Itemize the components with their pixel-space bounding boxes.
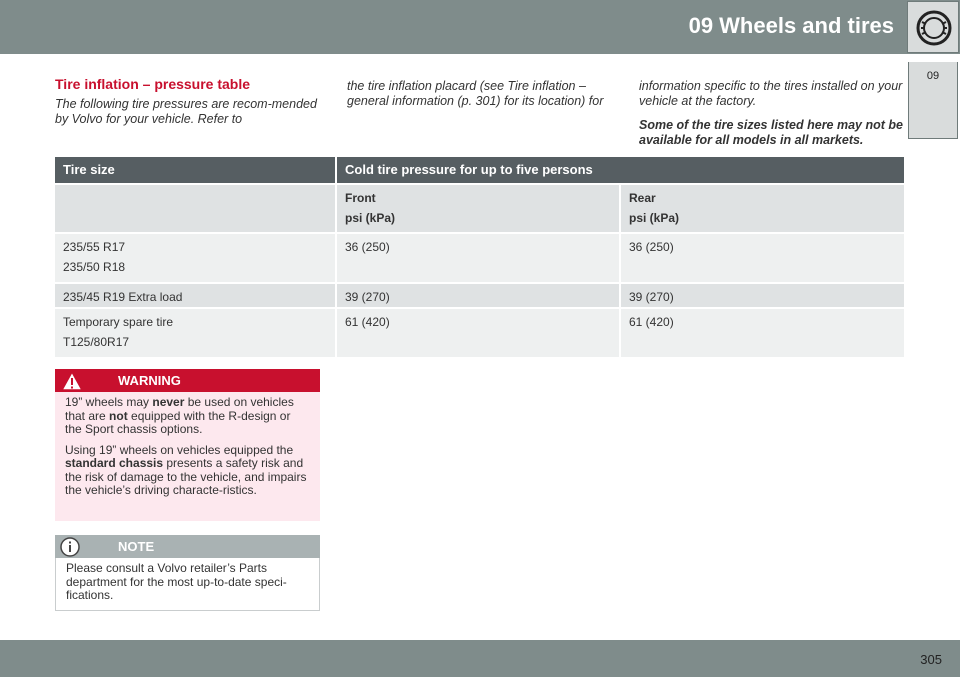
cell-tire-size: [55, 309, 335, 357]
warning-box: [55, 369, 320, 521]
note-label: NOTE: [118, 539, 155, 554]
table-row: [55, 284, 904, 307]
info-icon: [59, 536, 81, 558]
warning-emphasis-never: never: [152, 395, 185, 409]
cell-rear-pressure: 39 (270): [621, 284, 904, 307]
tire-pressure-table: [55, 157, 904, 357]
warning-header: [55, 369, 320, 392]
chapter-side-tab[interactable]: [908, 62, 958, 139]
page-number: 305: [920, 652, 942, 667]
chapter-tab-label: 09: [926, 70, 940, 82]
warning-triangle-icon: [61, 371, 83, 391]
cell-tire-size: [55, 234, 335, 282]
cell-rear-pressure: 61 (420): [621, 309, 904, 357]
warning-paragraph-2: [65, 444, 310, 498]
warning-text-span: presents a safety risk and the risk of damage to the vehicle, and impairs the vehicle’s driving characte-ristics.: [65, 456, 307, 497]
header-tire-size: Tire size: [55, 157, 335, 183]
subheader-rear-unit: psi (kPa): [629, 211, 680, 225]
cell-front-pressure: 61 (420): [337, 309, 619, 357]
intro-column-2: the tire inflation placard (see Tire inflation – general information (p. 301) for its location) for: [347, 79, 604, 108]
table-header-row: [55, 157, 904, 183]
warning-text-span: 19” wheels may: [65, 395, 153, 409]
intro-column-3-text: information specific to the tires installed on your vehicle at the factory.: [639, 79, 903, 108]
tire-icon: [907, 1, 959, 53]
warning-paragraph-1: [65, 396, 310, 437]
subheader-front-label: Front: [345, 191, 376, 205]
table-subheader-row: [55, 185, 904, 232]
subheader-empty: [55, 185, 335, 232]
cell-front-pressure: 39 (270): [337, 284, 619, 307]
header-cold-pressure: Cold tire pressure for up to five persons: [337, 157, 904, 183]
page-header: [0, 0, 960, 54]
intro-column-1: The following tire pressures are recom-mended by Volvo for your vehicle. Refer to: [55, 97, 317, 126]
subheader-front-unit: psi (kPa): [345, 211, 396, 225]
section-title: Tire inflation – pressure table: [55, 76, 251, 92]
warning-text-span: Using 19” wheels on vehicles equipped the: [65, 442, 294, 457]
subheader-rear: [621, 185, 904, 232]
note-box: [55, 535, 320, 611]
tire-size-line: 235/55 R17: [63, 240, 126, 254]
note-text: Please consult a Volvo retailer’s Parts department for the most up-to-date speci-fications.: [66, 561, 287, 602]
chapter-title: 09 Wheels and tires: [688, 13, 894, 38]
tire-size-line: 235/50 R18: [63, 260, 126, 274]
table-row: [55, 309, 904, 357]
subheader-front: [337, 185, 619, 232]
intro-column-3: [639, 79, 909, 148]
cell-tire-size: 235/45 R19 Extra load: [55, 284, 335, 307]
page-footer: [0, 640, 960, 677]
intro-column-3-disclaimer: Some of the tire sizes listed here may not be available for all models in all markets.: [639, 118, 903, 147]
cell-front-pressure: 36 (250): [337, 234, 619, 282]
tire-size-line: T125/80R17: [63, 335, 130, 349]
warning-emphasis-standard-chassis: standard chassis: [65, 456, 164, 470]
warning-text-span: be used on vehicles that are: [65, 395, 294, 423]
warning-text: [55, 392, 320, 498]
warning-emphasis-not: not: [109, 408, 128, 423]
table-row: [55, 234, 904, 282]
subheader-rear-label: Rear: [629, 191, 656, 205]
note-header: [55, 535, 320, 558]
warning-label: WARNING: [118, 373, 181, 388]
tire-size-line: Temporary spare tire: [63, 315, 174, 329]
cell-rear-pressure: 36 (250): [621, 234, 904, 282]
warning-text-span: equipped with the R-design or the Sport chassis options.: [65, 408, 291, 436]
